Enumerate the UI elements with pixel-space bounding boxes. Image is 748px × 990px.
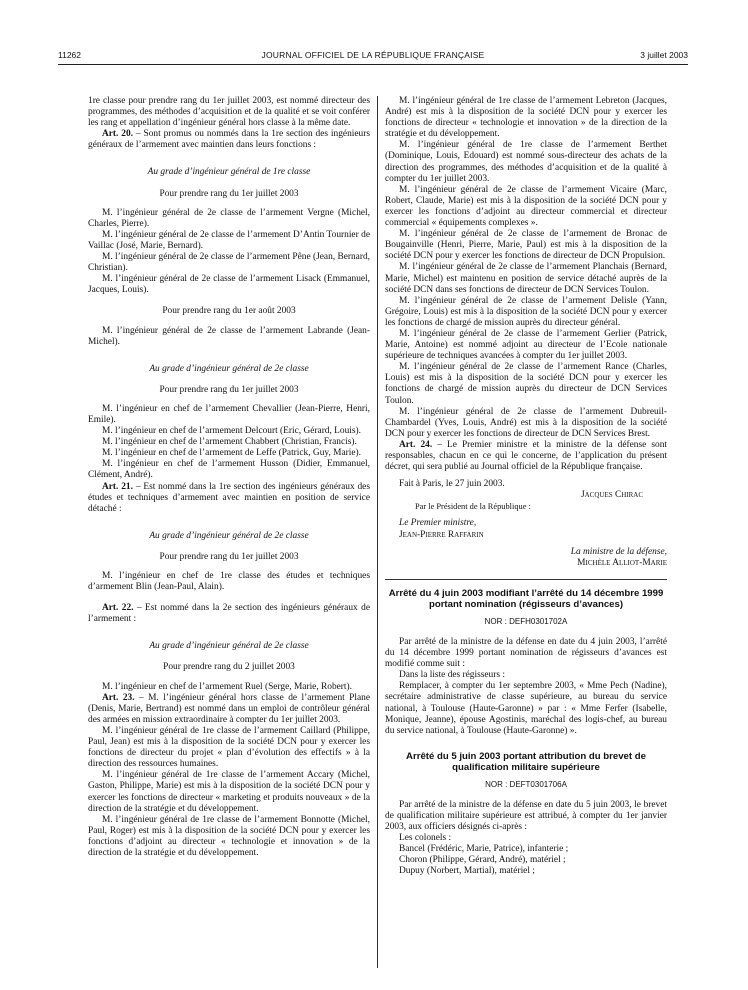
list-item: Bancel (Frédéric, Marie, Patrice), infanterie ; bbox=[399, 844, 569, 855]
article-text: – Le Premier ministre et la ministre de la défense sont responsables, chacun en ce qui le concerne, de l’application du présent décret, qui sera publié au Journal officiel de la République française. bbox=[385, 439, 667, 473]
right-column bbox=[385, 96, 667, 878]
paragraph: Remplacer, à compter du 1er septembre 2003, « Mme Pech (Nadine), secrétaire administrative de classe supérieure, au bureau du service national, à Toulouse (Haute-Garonne) » par : « Mme Ferfer (Isabelle, Monique, Jeanne), épouse Agostinis, maréchal des logis-chef, au bureau du service national, à Toulouse (Haute-Garonne) ». bbox=[385, 681, 667, 736]
article-label: Art. 20. bbox=[102, 129, 134, 140]
journal-title: JOURNAL OFFICIEL DE LA RÉPUBLIQUE FRANÇAISE bbox=[261, 50, 485, 60]
rank-date: Pour prendre rang du 1er juillet 2003 bbox=[159, 551, 299, 562]
nor-reference: NOR : DEFH0301702A bbox=[484, 616, 568, 626]
article-24 bbox=[385, 440, 667, 473]
grade-heading: Au grade d’ingénieur général de 2e classe bbox=[149, 363, 309, 374]
prime-minister-name: Jean-Pierre Raffarin bbox=[399, 529, 484, 540]
signatory-president: Jacques Chirac bbox=[580, 490, 643, 501]
column-separator bbox=[377, 96, 378, 968]
defence-minister-title: La ministre de la défense, bbox=[570, 546, 667, 557]
page-header bbox=[58, 50, 688, 64]
paragraph: M. l’ingénieur en chef de l’armement Chabbert (Christian, Francis). bbox=[102, 437, 357, 448]
decree-title: Arrêté du 4 juin 2003 modifiant l’arrêté du 14 décembre 1999 portant nomination (régisseurs d’avances) bbox=[388, 587, 664, 610]
paragraph: M. l’ingénieur général de 2e classe de l’armement Planchais (Bernard, Marie, Michel) est maintenu en position de service détaché auprès de la société DCN dans ses fonctions de directeur de DCN Services Toulon. bbox=[385, 262, 667, 295]
article-label: Art. 24. bbox=[399, 439, 433, 450]
paragraph: M. l’ingénieur général de 2e classe de l’armement Delisle (Yann, Grégoire, Louis) est mis à la disposition de la société DCN pour y exercer les fonctions de chargé de mission auprès du directeur général. bbox=[385, 295, 667, 328]
rank-date: Pour prendre rang du 2 juillet 2003 bbox=[163, 662, 295, 673]
grade-heading: Au grade d’ingénieur général de 2e classe bbox=[149, 641, 309, 652]
paragraph: M. l’ingénieur en chef de l’armement Delcourt (Eric, Gérard, Louis). bbox=[102, 426, 362, 437]
list-heading: Les colonels : bbox=[399, 833, 452, 844]
paragraph: M. l’ingénieur général de 2e classe de l’armement Dubreuil-Chambardel (Yves, Louis, André) est mis à la disposition de la société DCN pour y exercer les fonctions de directeur de DCN Services Brest. bbox=[385, 406, 667, 439]
paragraph: M. l’ingénieur en chef de l’armement Ruel (Serge, Marie, Robert). bbox=[102, 681, 352, 692]
decree-title: Arrêté du 5 juin 2003 portant attribution du brevet de qualification militaire supérieure bbox=[406, 750, 646, 773]
list-item: Choron (Philippe, Gérard, André), matériel ; bbox=[399, 855, 566, 866]
paragraph: M. l’ingénieur en chef de l’armement Husson (Didier, Emmanuel, Clément, André). bbox=[88, 459, 370, 481]
signing-place-date: Fait à Paris, le 27 juin 2003. bbox=[399, 479, 505, 490]
prime-minister-title: Le Premier ministre, bbox=[399, 518, 477, 529]
paragraph: Dans la liste des régisseurs : bbox=[399, 670, 505, 681]
paragraph: M. l’ingénieur général de 1re classe de l’armement Bonnotte (Michel, Paul, Roger) est mis à la disposition de la société DCN pour y exercer les fonctions d’adjoint au directeur « technologie et innovation » de la direction de la stratégie et du développement. bbox=[88, 814, 370, 858]
paragraph: M. l’ingénieur général de 1re classe de l’armement Accary (Michel, Gaston, Philippe, Marie) est mis à la disposition de la société DCN pour y exercer les fonctions de directeur « marketing et produits nouveaux » de la direction de la stratégie et du développement. bbox=[88, 770, 370, 814]
paragraph: M. l’ingénieur général de 1re classe de l’armement Caillard (Philippe, Paul, Jean) est mis à la disposition de la société DCN pour y exercer les fonctions de directeur du projet « plan d’évolution des effectifs » à la direction des ressources humaines. bbox=[88, 725, 370, 770]
rank-date: Pour prendre rang du 1er août 2003 bbox=[162, 306, 296, 317]
page-number: 11262 bbox=[58, 50, 82, 60]
paragraph: M. l’ingénieur général de 1re classe de l’armement Lebreton (Jacques, André) est mis à la disposition de la société DCN pour y exercer les fonctions de directeur « technologie et innovation » de la direction de la stratégie et du développement. bbox=[385, 96, 667, 140]
article-22 bbox=[88, 603, 370, 625]
paragraph: M. l’ingénieur général de 2e classe de l’armement Vergne (Michel, Charles, Pierre). bbox=[88, 207, 370, 229]
paragraph: M. l’ingénieur général de 2e classe de l’armement Pêne (Jean, Bernard, Christian). bbox=[88, 252, 370, 274]
article-text: – Est nommé dans la 1re section des ingénieurs généraux des études et techniques d’armement avec maintien en position de service détaché : bbox=[88, 481, 370, 514]
nor-reference: NOR : DEFT0301706A bbox=[485, 779, 567, 789]
rank-date: Pour prendre rang du 1er juillet 2003 bbox=[159, 384, 299, 395]
paragraph: 1re classe pour prendre rang du 1er juillet 2003, est nommé directeur des programmes, des méthodes d’acquisition et de la qualité et se voit conférer les rang et appellation d’ingénieur général hors classe à la même date. bbox=[88, 96, 370, 129]
by-the-president: Par le Président de la République : bbox=[415, 502, 531, 512]
paragraph: M. l’ingénieur général de 2e classe de l’armement Vicaire (Marc, Robert, Claude, Marie) est mis à la disposition de la société DCN pour y exercer les fonctions d’adjoint au directeur commercial et directeur commercial « équipements complexes ». bbox=[385, 184, 667, 229]
paragraph: M. l’ingénieur général de 2e classe de l’armement Rance (Charles, Louis) est mis à la disposition de la société DCN pour y exercer les fonctions de chargé de mission auprès du directeur de DCN Services Toulon. bbox=[385, 362, 667, 406]
list-item: Dupuy (Norbert, Martial), matériel ; bbox=[399, 866, 535, 877]
paragraph: M. l’ingénieur général de 2e classe de l’armement D’Antin Tournier de Vaillac (José, Marie, Bernard). bbox=[88, 229, 370, 251]
article-20 bbox=[88, 129, 370, 151]
article-text: – Sont promus ou nommés dans la 1re section des ingénieurs généraux de l’armement avec maintien dans leurs fonctions : bbox=[88, 129, 370, 151]
paragraph: M. l’ingénieur en chef de l’armement Chevallier (Jean-Pierre, Henri, Emile). bbox=[88, 403, 370, 425]
paragraph: M. l’ingénieur général de 1re classe de l’armement Berthet (Dominique, Louis, Edouard) est nommé sous-directeur des achats de la direction des programmes, des méthodes d’acquisition et de la qualité à compter du 1er juillet 2003. bbox=[385, 140, 667, 184]
article-text: – Est nommé dans la 2e section des ingénieurs généraux de l’armement : bbox=[88, 603, 370, 625]
paragraph: Par arrêté de la ministre de la défense en date du 4 juin 2003, l’arrêté du 14 décembre 1999 portant nomination de régisseurs d’avances est modifié comme suit : bbox=[385, 636, 667, 670]
article-21 bbox=[88, 482, 370, 515]
header-rule bbox=[58, 64, 688, 65]
left-column bbox=[88, 96, 370, 859]
section-rule bbox=[385, 579, 667, 580]
defence-minister-name: Michèle Alliot-Marie bbox=[577, 557, 667, 568]
paragraph: Par arrêté de la ministre de la défense en date du 5 juin 2003, le brevet de qualification militaire supérieure est attribué, à compter du 1er janvier 2003, aux officiers désignés ci-après : bbox=[385, 799, 667, 833]
paragraph: M. l’ingénieur général de 2e classe de l’armement Lisack (Emmanuel, Jacques, Louis). bbox=[88, 274, 370, 296]
grade-heading: Au grade d’ingénieur général de 1re classe bbox=[147, 167, 311, 178]
paragraph: M. l’ingénieur en chef de 1re classe des études et techniques d’armement Blin (Jean-Paul, Alain). bbox=[88, 571, 370, 593]
article-text: – M. l’ingénieur général hors classe de l’armement Plane (Denis, Marie, Bertrand) est nommé dans un emploi de contrôleur général des armées en mission extraordinaire à compter du 1er juillet 2003. bbox=[88, 692, 370, 725]
paragraph: M. l’ingénieur en chef de l’armement de Leffe (Patrick, Guy, Marie). bbox=[102, 448, 362, 459]
article-23 bbox=[88, 693, 370, 726]
grade-heading: Au grade d’ingénieur général de 2e classe bbox=[149, 530, 309, 541]
paragraph: M. l’ingénieur général de 2e classe de l’armement Gerlier (Patrick, Marie, Antoine) est nommé adjoint au directeur de l’Ecole nationale supérieure de techniques avancées à compter du 1er juillet 2003. bbox=[385, 328, 667, 362]
issue-date: 3 juillet 2003 bbox=[640, 50, 688, 60]
paragraph: M. l’ingénieur général de 2e classe de l’armement de Bronac de Bougainville (Henri, Pierre, Marie, Paul) est mis à la disposition de la société DCN pour y exercer les fonctions de directeur de DCN Propulsion. bbox=[385, 229, 667, 262]
rank-date: Pour prendre rang du 1er juillet 2003 bbox=[159, 188, 299, 199]
article-label: Art. 22. bbox=[102, 603, 134, 614]
article-label: Art. 21. bbox=[102, 481, 133, 492]
article-label: Art. 23. bbox=[102, 692, 135, 703]
paragraph: M. l’ingénieur général de 2e classe de l’armement Labrande (Jean-Michel). bbox=[88, 325, 370, 347]
